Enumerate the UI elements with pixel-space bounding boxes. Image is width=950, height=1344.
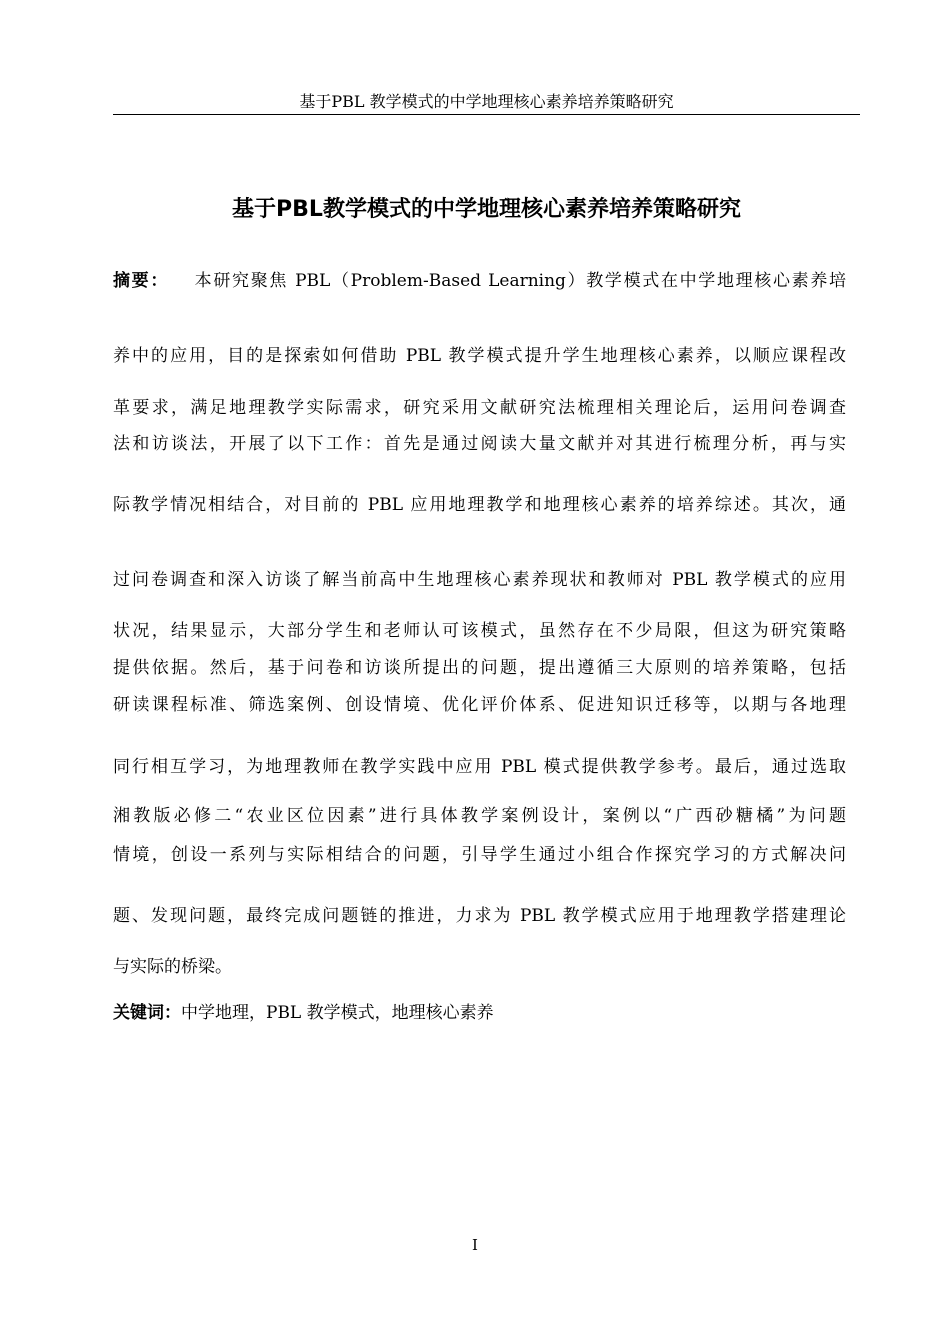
abstract-line: 法和访谈法，开展了以下工作：首先是通过阅读大量文献并对其进行梳理分析，再与实 [113,434,846,454]
abstract-text: 本研究聚焦 PBL（Problem-Based Learning）教学模式在中学地理核心素养培 [193,271,846,291]
abstract-line: 同行相互学习，为地理教师在教学实践中应用 PBL 模式提供教学参考。最后，通过选取 [113,757,846,777]
keywords-label: 关键词： [113,1003,181,1023]
abstract-line: 革要求，满足地理教学实际需求，研究采用文献研究法梳理相关理论后，运用问卷调查 [113,398,846,418]
abstract-line: 状况，结果显示，大部分学生和老师认可该模式，虽然存在不少局限，但这为研究策略 [113,621,846,641]
header-rule [113,114,860,115]
abstract-line: 研读课程标准、筛选案例、创设情境、优化评价体系、促进知识迁移等，以期与各地理 [113,695,846,715]
abstract-line: 过问卷调查和深入访谈了解当前高中生地理核心素养现状和教师对 PBL 教学模式的应用 [113,570,846,590]
abstract-line: 情境，创设一系列与实际相结合的问题，引导学生通过小组合作探究学习的方式解决问 [113,845,846,865]
abstract-line: 提供依据。然后，基于问卷和访谈所提出的问题，提出遵循三大原则的培养策略，包括 [113,658,846,678]
running-header: 基于PBL 教学模式的中学地理核心素养培养策略研究 [299,92,674,111]
keywords-line [113,1000,494,1026]
abstract-label: 摘要： [113,271,170,291]
abstract-line: 养中的应用，目的是探索如何借助 PBL 教学模式提升学生地理核心素养，以顺应课程改 [113,346,846,366]
keywords-text: 中学地理，PBL 教学模式，地理核心素养 [181,1003,494,1023]
abstract-line [113,268,846,294]
abstract-line: 与实际的桥梁。 [113,957,232,977]
page-title: 基于PBL教学模式的中学地理核心素养培养策略研究 [232,197,741,222]
page-number: I [472,1236,478,1254]
abstract-line: 湘教版必修二“农业区位因素”进行具体教学案例设计，案例以“广西砂糖橘”为问题 [113,806,846,826]
abstract-line: 际教学情况相结合，对目前的 PBL 应用地理教学和地理核心素养的培养综述。其次，通 [113,495,846,515]
abstract-line: 题、发现问题，最终完成问题链的推进，力求为 PBL 教学模式应用于地理教学搭建理论 [113,906,846,926]
